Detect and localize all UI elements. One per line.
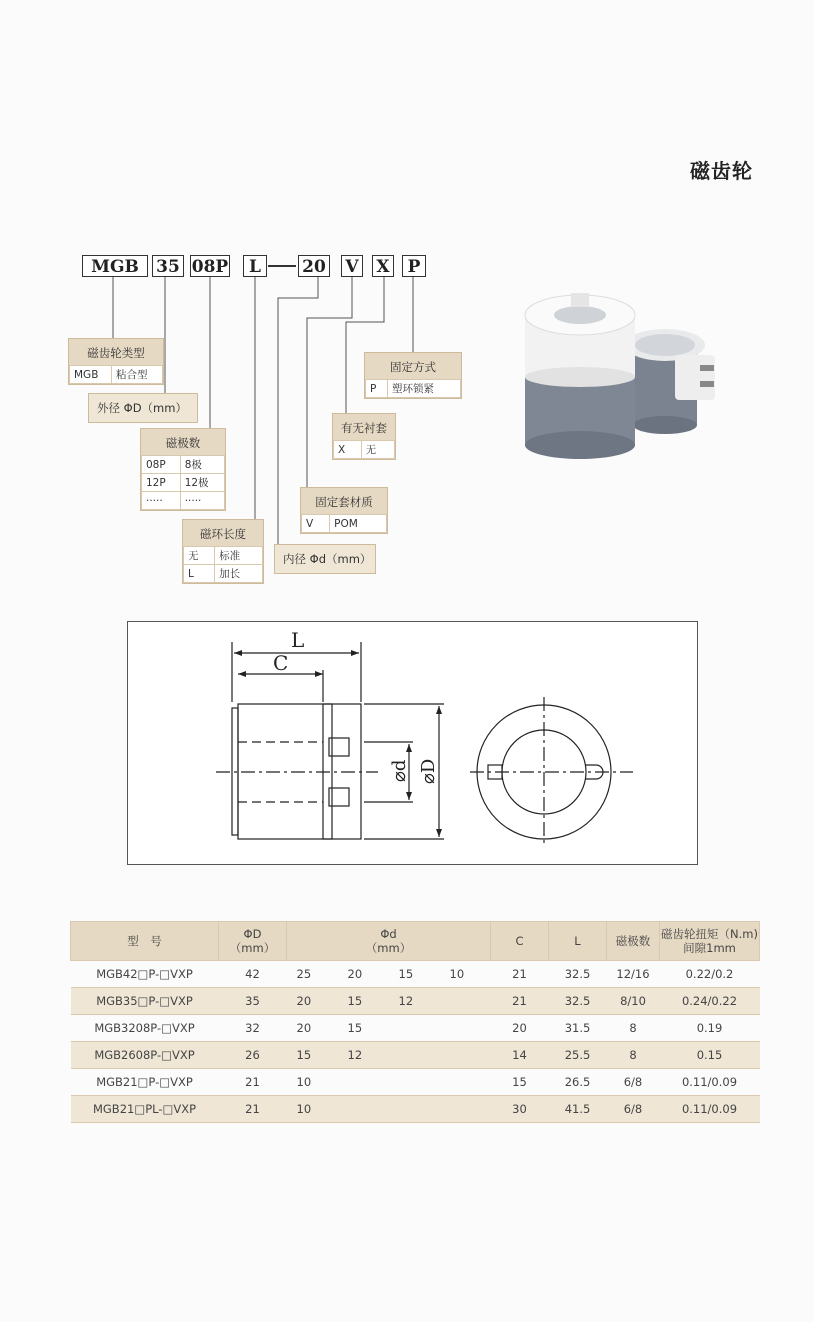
code-part-material: V bbox=[341, 255, 363, 277]
code-part-fixing: P bbox=[402, 255, 426, 277]
label-poles-header: 磁极数 bbox=[141, 429, 225, 455]
table-cell-d2: 15 bbox=[338, 988, 389, 1015]
code-part-outer-dia: 35 bbox=[152, 255, 184, 277]
header-outer-dia bbox=[219, 922, 287, 961]
table-cell-torque: 0.11/0.09 bbox=[660, 1069, 760, 1096]
table-cell-torque: 0.24/0.22 bbox=[660, 988, 760, 1015]
table-cell-L: 41.5 bbox=[549, 1096, 607, 1123]
table-cell-d2: 12 bbox=[338, 1042, 389, 1069]
header-torque-label: 磁齿轮扭矩（N.m) bbox=[661, 927, 758, 941]
header-inner-dia-label: Φd bbox=[380, 927, 397, 941]
spec-table-body bbox=[71, 961, 760, 1123]
dim-label-C: C bbox=[273, 651, 289, 675]
table-cell-d3 bbox=[389, 1015, 440, 1042]
table-cell-torque: 0.15 bbox=[660, 1042, 760, 1069]
label-cell: 12极 bbox=[180, 474, 224, 492]
label-cell: V bbox=[302, 515, 330, 533]
dim-label-D: ⌀D bbox=[418, 758, 439, 784]
label-ring-length bbox=[182, 519, 264, 584]
table-cell-torque: 0.11/0.09 bbox=[660, 1096, 760, 1123]
table-cell-C: 21 bbox=[491, 988, 549, 1015]
table-cell-D: 32 bbox=[219, 1015, 287, 1042]
table-row bbox=[71, 1042, 760, 1069]
code-part-liner: X bbox=[372, 255, 394, 277]
table-cell-model: MGB21□P-□VXP bbox=[71, 1069, 219, 1096]
table-cell-L: 26.5 bbox=[549, 1069, 607, 1096]
table-cell-d1: 10 bbox=[287, 1069, 338, 1096]
table-cell-d4 bbox=[440, 1042, 491, 1069]
label-cell: MGB bbox=[70, 366, 112, 384]
label-gear-type-header: 磁齿轮类型 bbox=[69, 339, 163, 365]
table-cell-d4: 10 bbox=[440, 961, 491, 988]
small-gear bbox=[625, 329, 715, 434]
table-cell-torque: 0.22/0.2 bbox=[660, 961, 760, 988]
label-cell: 8极 bbox=[180, 456, 224, 474]
table-cell-d1: 10 bbox=[287, 1096, 338, 1123]
table-cell-L: 25.5 bbox=[549, 1042, 607, 1069]
table-cell-C: 15 bbox=[491, 1069, 549, 1096]
product-image bbox=[515, 285, 745, 465]
table-cell-d2: 15 bbox=[338, 1015, 389, 1042]
dimension-drawing bbox=[128, 622, 699, 866]
table-cell-L: 31.5 bbox=[549, 1015, 607, 1042]
table-cell-d3 bbox=[389, 1042, 440, 1069]
table-row bbox=[71, 988, 760, 1015]
spec-table-header bbox=[71, 922, 760, 961]
table-cell-model: MGB35□P-□VXP bbox=[71, 988, 219, 1015]
label-cell: POM bbox=[330, 515, 387, 533]
table-cell-d3 bbox=[389, 1069, 440, 1096]
table-cell-model: MGB21□PL-□VXP bbox=[71, 1096, 219, 1123]
table-cell-poles: 8/10 bbox=[607, 988, 660, 1015]
table-cell-d3 bbox=[389, 1096, 440, 1123]
table-cell-C: 20 bbox=[491, 1015, 549, 1042]
table-row bbox=[71, 1096, 760, 1123]
label-sleeve-material-header: 固定套材质 bbox=[301, 488, 387, 514]
table-cell-d1: 15 bbox=[287, 1042, 338, 1069]
label-outer-dia: 外径 ΦD（mm） bbox=[88, 393, 198, 423]
table-cell-poles: 6/8 bbox=[607, 1069, 660, 1096]
table-row bbox=[71, 961, 760, 988]
table-cell-d1: 25 bbox=[287, 961, 338, 988]
label-sleeve-material bbox=[300, 487, 388, 534]
label-cell: 粘合型 bbox=[112, 366, 163, 384]
table-cell-d3: 12 bbox=[389, 988, 440, 1015]
table-row bbox=[71, 1069, 760, 1096]
page-title: 磁齿轮 bbox=[690, 159, 753, 183]
dim-label-d: ⌀d bbox=[389, 759, 410, 782]
table-cell-C: 21 bbox=[491, 961, 549, 988]
table-cell-d4 bbox=[440, 1096, 491, 1123]
header-l: L bbox=[549, 922, 607, 961]
technical-drawing bbox=[127, 621, 698, 865]
header-outer-dia-unit: （mm） bbox=[229, 941, 276, 955]
table-cell-model: MGB2608P-□VXP bbox=[71, 1042, 219, 1069]
label-cell: 标准 bbox=[215, 547, 263, 565]
table-cell-D: 26 bbox=[219, 1042, 287, 1069]
label-gear-type bbox=[68, 338, 164, 385]
table-cell-torque: 0.19 bbox=[660, 1015, 760, 1042]
label-cell: L bbox=[184, 565, 215, 583]
label-cell: X bbox=[334, 441, 362, 459]
header-outer-dia-label: ΦD bbox=[243, 927, 262, 941]
code-part-length: L bbox=[243, 255, 267, 277]
table-cell-poles: 8 bbox=[607, 1042, 660, 1069]
large-gear bbox=[525, 293, 635, 459]
table-cell-d4 bbox=[440, 1015, 491, 1042]
label-cell: 12P bbox=[142, 474, 181, 492]
header-model: 型 号 bbox=[71, 922, 219, 961]
label-cell: 加长 bbox=[215, 565, 263, 583]
header-torque bbox=[660, 922, 760, 961]
table-cell-model: MGB42□P-□VXP bbox=[71, 961, 219, 988]
label-inner-dia: 内径 Φd（mm） bbox=[274, 544, 376, 574]
label-liner bbox=[332, 413, 396, 460]
table-cell-D: 35 bbox=[219, 988, 287, 1015]
code-part-series: MGB bbox=[82, 255, 148, 277]
table-cell-L: 32.5 bbox=[549, 988, 607, 1015]
table-cell-d3: 15 bbox=[389, 961, 440, 988]
table-row bbox=[71, 1015, 760, 1042]
table-cell-poles: 8 bbox=[607, 1015, 660, 1042]
table-cell-d2 bbox=[338, 1069, 389, 1096]
table-cell-poles: 6/8 bbox=[607, 1096, 660, 1123]
code-part-inner-dia: 20 bbox=[298, 255, 330, 277]
table-cell-d2 bbox=[338, 1096, 389, 1123]
header-inner-dia-unit: （mm） bbox=[365, 941, 412, 955]
table-cell-model: MGB3208P-□VXP bbox=[71, 1015, 219, 1042]
label-fixing-header: 固定方式 bbox=[365, 353, 461, 379]
table-cell-C: 14 bbox=[491, 1042, 549, 1069]
header-poles: 磁极数 bbox=[607, 922, 660, 961]
label-cell: 塑环锁紧 bbox=[387, 380, 460, 398]
label-cell: 08P bbox=[142, 456, 181, 474]
label-liner-header: 有无衬套 bbox=[333, 414, 395, 440]
table-cell-D: 21 bbox=[219, 1096, 287, 1123]
label-cell: ····· bbox=[180, 492, 224, 510]
table-cell-C: 30 bbox=[491, 1096, 549, 1123]
table-cell-poles: 12/16 bbox=[607, 961, 660, 988]
label-cell: ····· bbox=[142, 492, 181, 510]
label-ring-length-header: 磁环长度 bbox=[183, 520, 263, 546]
header-inner-dia bbox=[287, 922, 491, 961]
table-cell-d2: 20 bbox=[338, 961, 389, 988]
table-cell-d1: 20 bbox=[287, 988, 338, 1015]
table-cell-d4 bbox=[440, 988, 491, 1015]
table-cell-d4 bbox=[440, 1069, 491, 1096]
table-cell-D: 42 bbox=[219, 961, 287, 988]
label-cell: P bbox=[366, 380, 388, 398]
label-cell: 无 bbox=[184, 547, 215, 565]
header-c: C bbox=[491, 922, 549, 961]
header-torque-sub: 间隙1mm bbox=[683, 941, 736, 955]
spec-table bbox=[70, 921, 760, 1123]
code-dash bbox=[268, 265, 296, 267]
table-cell-d1: 20 bbox=[287, 1015, 338, 1042]
dim-label-L: L bbox=[291, 628, 305, 652]
label-poles bbox=[140, 428, 226, 511]
table-cell-L: 32.5 bbox=[549, 961, 607, 988]
label-cell: 无 bbox=[361, 441, 394, 459]
label-fixing bbox=[364, 352, 462, 399]
table-cell-D: 21 bbox=[219, 1069, 287, 1096]
code-part-poles: 08P bbox=[191, 257, 229, 277]
